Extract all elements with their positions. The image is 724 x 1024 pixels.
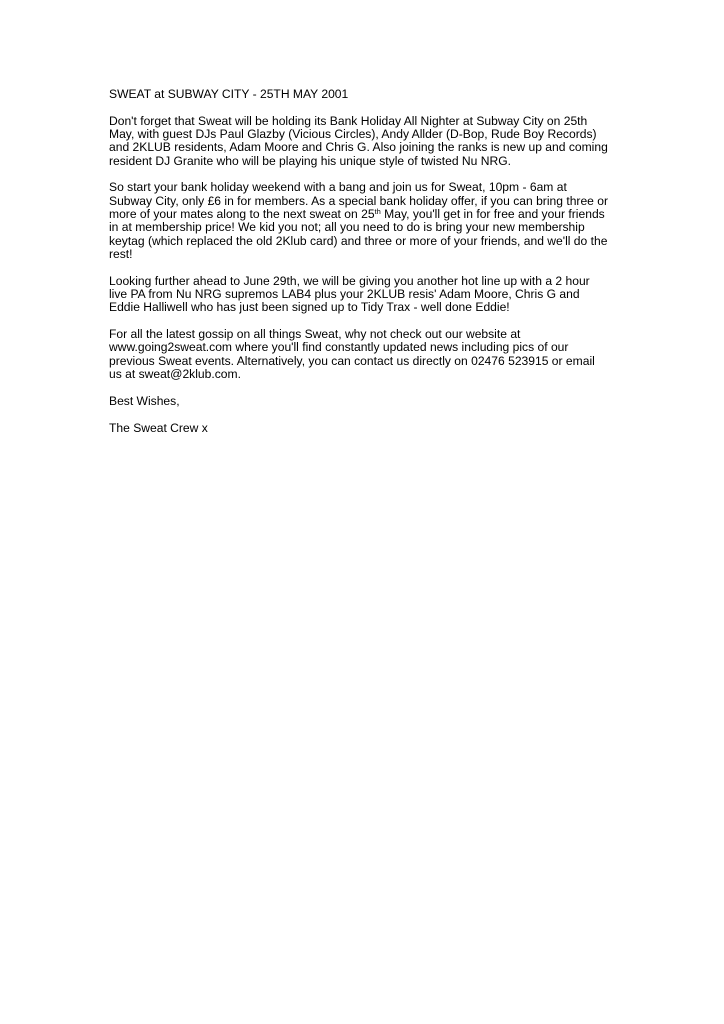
text-line: May, with guest DJs Paul Glazby (Vicious Circles), Andy Allder (D-Bop, Rude Boy Records)	[109, 127, 597, 142]
text-line: in at membership price! We kid you not; all you need to do is bring your new membership	[109, 220, 585, 235]
closing-line: Best Wishes,	[109, 393, 180, 408]
text-line: For all the latest gossip on all things Sweat, why not check out our website at	[109, 327, 521, 342]
paragraph-bank-holiday-offer	[109, 181, 629, 261]
paragraph-event-announcement	[109, 115, 629, 168]
document-page	[109, 88, 629, 448]
text-line: Subway City, only £6 in for members. As a special bank holiday offer, if you can bring three or	[109, 193, 609, 208]
ordinal-superscript: th	[374, 207, 381, 217]
text-line: Looking further ahead to June 29th, we will be giving you another hot line up with a 2 hour	[109, 273, 590, 288]
document-title	[109, 88, 629, 101]
title-line: SWEAT at SUBWAY CITY - 25TH MAY 2001	[109, 87, 349, 101]
text-line: Don't forget that Sweat will be holding its Bank Holiday All Nighter at Subway City on 25th	[109, 113, 588, 128]
signature	[109, 422, 629, 435]
text-line: us at sweat@2klub.com.	[109, 367, 241, 382]
signature-line: The Sweat Crew x	[109, 420, 208, 435]
paragraph-june-lineup	[109, 275, 629, 315]
text-fragment: more of your mates along to the next sweat on 25	[109, 207, 375, 222]
text-line: previous Sweat events. Alternatively, you can contact us directly on 02476 523915 or email	[109, 353, 595, 368]
text-line: So start your bank holiday weekend with a bang and join us for Sweat, 10pm - 6am at	[109, 180, 567, 195]
text-line: live PA from Nu NRG supremos LAB4 plus your 2KLUB resis' Adam Moore, Chris G and	[109, 287, 580, 302]
text-line: Eddie Halliwell who has just been signed up to Tidy Trax - well done Eddie!	[109, 300, 510, 315]
text-line: www.going2sweat.com where you'll find constantly updated news including pics of our	[109, 340, 569, 355]
paragraph-contact-info	[109, 328, 629, 381]
text-fragment: May, you'll get in for free and your friends	[380, 207, 605, 222]
text-line: rest!	[109, 246, 133, 261]
text-line: keytag (which replaced the old 2Klub card) and three or more of your friends, and we'll do the	[109, 233, 608, 248]
closing	[109, 395, 629, 408]
text-line-with-superscript	[109, 208, 629, 221]
text-line: and 2KLUB residents, Adam Moore and Chris G. Also joining the ranks is new up and coming	[109, 140, 608, 155]
text-line: resident DJ Granite who will be playing his unique style of twisted Nu NRG.	[109, 153, 511, 168]
